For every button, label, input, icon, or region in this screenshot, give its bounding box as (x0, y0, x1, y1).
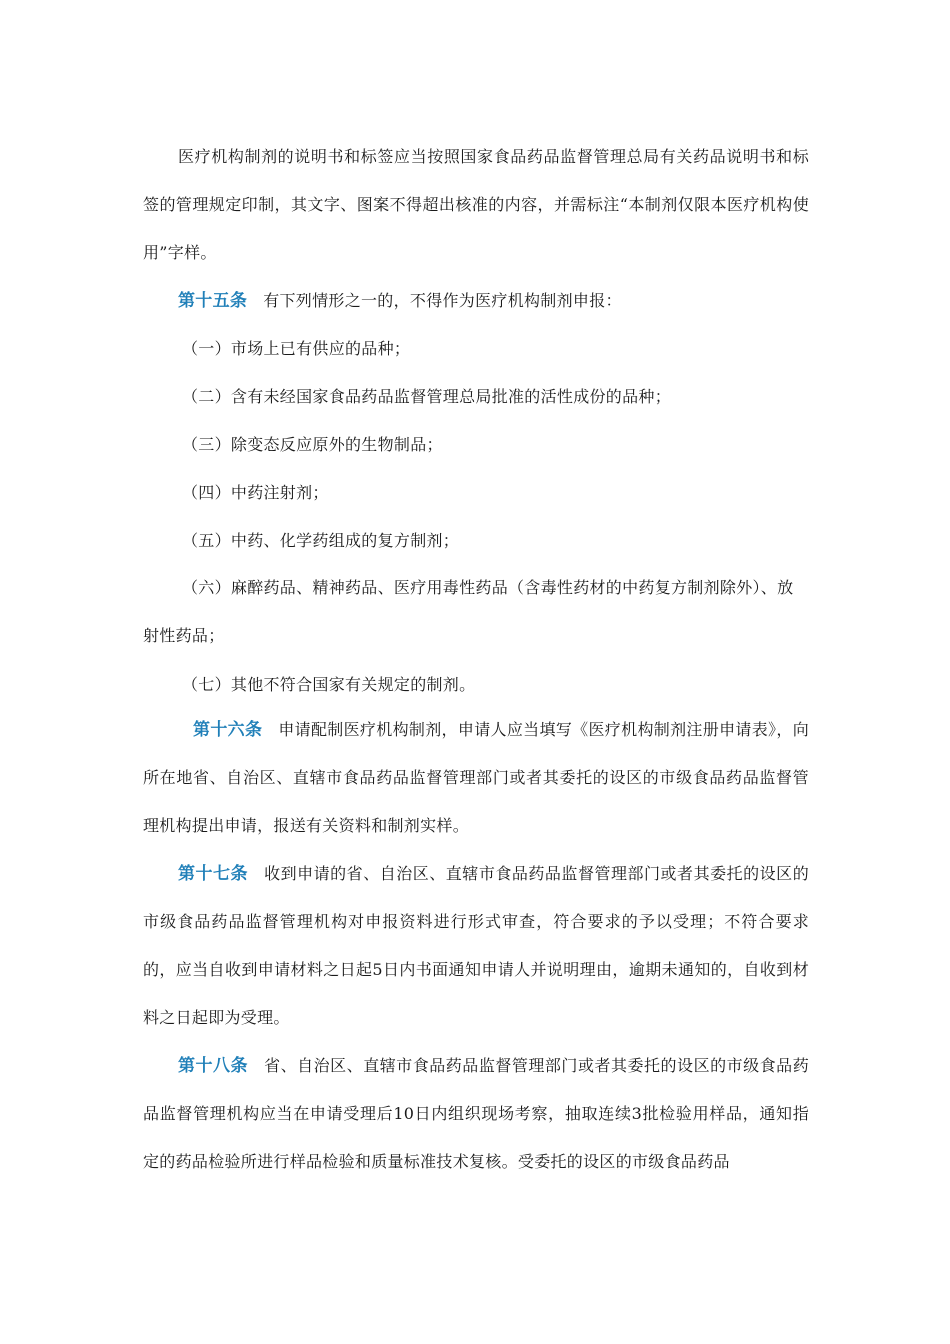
article-17 (143, 850, 809, 1042)
article-15-item-2: （二）含有未经国家食品药品监督管理总局批准的活性成份的品种； (182, 387, 672, 406)
article-18-text: 省、自治区、直辖市食品药品监督管理部门或者其委托的设区的市级食品药品监督管理机构应当在申请受理后10日内组织现场考察，抽取连续3批检验用样品，通知指定的药品检验所进行样品检验和质量标准技术复核。受委托的设区的市级食品药品 (143, 1056, 809, 1171)
article-15-item-6: （六）麻醉药品、精神药品、医疗用毒性药品（含毒性药材的中药复方制剂除外）、放射性药品； (143, 578, 794, 645)
intro-paragraph: 医疗机构制剂的说明书和标签应当按照国家食品药品监督管理总局有关药品说明书和标签的管理规定印制，其文字、图案不得超出核准的内容，并需标注“本制剂仅限本医疗机构使用”字样。 (143, 147, 809, 262)
article-15-number: 第十五条 (178, 291, 248, 311)
article-17-number: 第十七条 (178, 864, 249, 884)
article-16-number: 第十六条 (193, 720, 263, 740)
article-15 (143, 277, 809, 325)
article-16-text: 申请配制医疗机构制剂，申请人应当填写《医疗机构制剂注册申请表》，向所在地省、自治区、直辖市食品药品监督管理部门或者其委托的设区的市级食品药品监督管理机构提出申请，报送有关资料和制剂实样。 (143, 720, 810, 835)
article-18 (143, 1042, 809, 1186)
article-15-item-5: （五）中药、化学药组成的复方制剂； (182, 531, 460, 550)
article-16 (143, 706, 809, 850)
article-15-item-3: （三）除变态反应原外的生物制品； (182, 435, 443, 454)
article-15-item-1: （一）市场上已有供应的品种； (182, 339, 411, 358)
article-17-text: 收到申请的省、自治区、直辖市食品药品监督管理部门或者其委托的设区的市级食品药品监督管理机构对申报资料进行形式审查，符合要求的予以受理；不符合要求的，应当自收到申请材料之日起5日内书面通知申请人并说明理由，逾期未通知的，自收到材料之日起即为受理。 (143, 864, 809, 1027)
article-15-item-7: （七）其他不符合国家有关规定的制剂。 (182, 675, 476, 694)
article-15-text: 有下列情形之一的，不得作为医疗机构制剂申报： (263, 291, 622, 310)
article-15-item-4: （四）中药注射剂； (182, 483, 329, 502)
article-18-number: 第十八条 (178, 1056, 249, 1076)
